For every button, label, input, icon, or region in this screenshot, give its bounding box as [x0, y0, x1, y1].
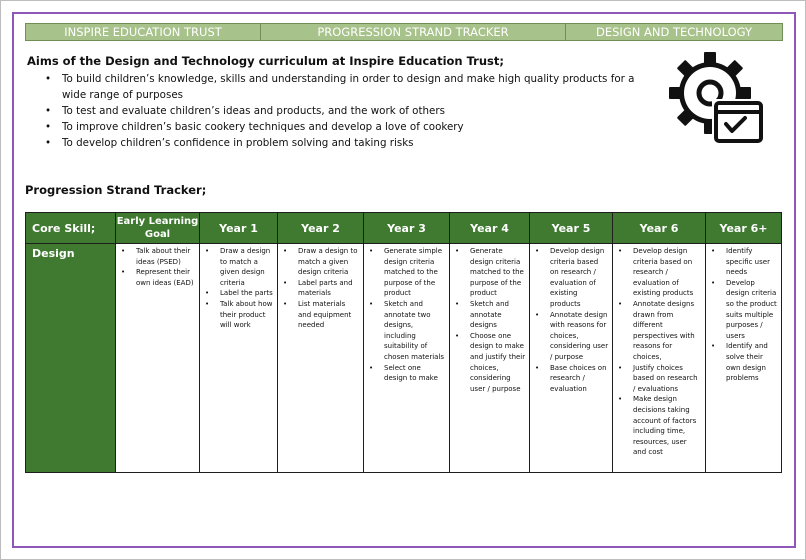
- list-item: • Talk about how their product will work: [203, 299, 274, 331]
- list-item: • Develop design criteria based on research / evaluation of existing products: [533, 246, 609, 310]
- progression-table: [25, 212, 782, 473]
- aims-item: • To improve children’s basic cookery techniques and develop a love of cookery: [42, 119, 652, 135]
- list-item: • Draw a design to match a given design criteria: [281, 246, 360, 278]
- list-item: • Generate design criteria matched to the purpose of the product: [453, 246, 526, 299]
- table-cell: [450, 244, 530, 473]
- column-header: Year 1: [200, 213, 278, 244]
- column-header: Year 4: [450, 213, 530, 244]
- column-header: Year 5: [530, 213, 613, 244]
- table-cell: [200, 244, 278, 473]
- header-tracker-title: PROGRESSION STRAND TRACKER: [261, 24, 566, 40]
- list-item: • Represent their own ideas (EAD): [119, 267, 196, 288]
- column-header: Early Learning Goal: [116, 213, 200, 244]
- table-row: [26, 244, 782, 473]
- list-item: • Choose one design to make and justify their choices, considering user / purpose: [453, 331, 526, 395]
- aims-item: • To build children’s knowledge, skills and understanding in order to design and make high quality products for a wide range of purposes: [42, 71, 652, 103]
- list-item: • Label parts and materials: [281, 278, 360, 299]
- list-item: • Sketch and annotate two designs, including suitability of chosen materials: [367, 299, 446, 363]
- header-bar: [25, 23, 783, 41]
- list-item: • Base choices on research / evaluation: [533, 363, 609, 395]
- list-item: • Identify and solve their own design problems: [709, 341, 778, 383]
- list-item: • Identify specific user needs: [709, 246, 778, 278]
- table-cell: [364, 244, 450, 473]
- list-item: • Justify choices based on research / evaluations: [616, 363, 702, 395]
- aims-list: [42, 71, 652, 151]
- column-header: Year 3: [364, 213, 450, 244]
- list-item: • List materials and equipment needed: [281, 299, 360, 331]
- list-item: • Generate simple design criteria matched to the purpose of the product: [367, 246, 446, 299]
- column-header: Year 2: [278, 213, 364, 244]
- list-item: • Annotate designs drawn from different perspectives with reasons for choices,: [616, 299, 702, 363]
- table-cell: [706, 244, 782, 473]
- list-item: • Develop design criteria based on research / evaluation of existing products: [616, 246, 702, 299]
- core-skill-cell: Design: [26, 244, 116, 473]
- table-cell: [116, 244, 200, 473]
- list-item: • Make design decisions taking account of factors including time, resources, user and cost: [616, 394, 702, 458]
- header-trust-name: INSPIRE EDUCATION TRUST: [26, 24, 261, 40]
- tracker-title: Progression Strand Tracker;: [25, 183, 207, 197]
- column-header: Year 6+: [706, 213, 782, 244]
- list-item: • Draw a design to match a given design criteria: [203, 246, 274, 288]
- column-header: Year 6: [613, 213, 706, 244]
- table-cell: [613, 244, 706, 473]
- list-item: • Talk about their ideas (PSED): [119, 246, 196, 267]
- table-cell: [530, 244, 613, 473]
- aims-item: • To develop children’s confidence in problem solving and taking risks: [42, 135, 652, 151]
- list-item: • Sketch and annotate designs: [453, 299, 526, 331]
- gear-with-checklist-icon: [668, 51, 766, 147]
- list-item: • Select one design to make: [367, 363, 446, 384]
- aims-item: • To test and evaluate children’s ideas and products, and the work of others: [42, 103, 652, 119]
- table-header-row: [26, 213, 782, 244]
- list-item: • Annotate design with reasons for choices, considering user / purpose: [533, 310, 609, 363]
- list-item: • Label the parts: [203, 288, 274, 299]
- list-item: • Develop design criteria so the product suits multiple purposes / users: [709, 278, 778, 342]
- table-cell: [278, 244, 364, 473]
- aims-title: Aims of the Design and Technology curriculum at Inspire Education Trust;: [27, 54, 504, 68]
- header-subject: DESIGN AND TECHNOLOGY: [596, 25, 752, 39]
- column-header: Core Skill;: [26, 213, 116, 244]
